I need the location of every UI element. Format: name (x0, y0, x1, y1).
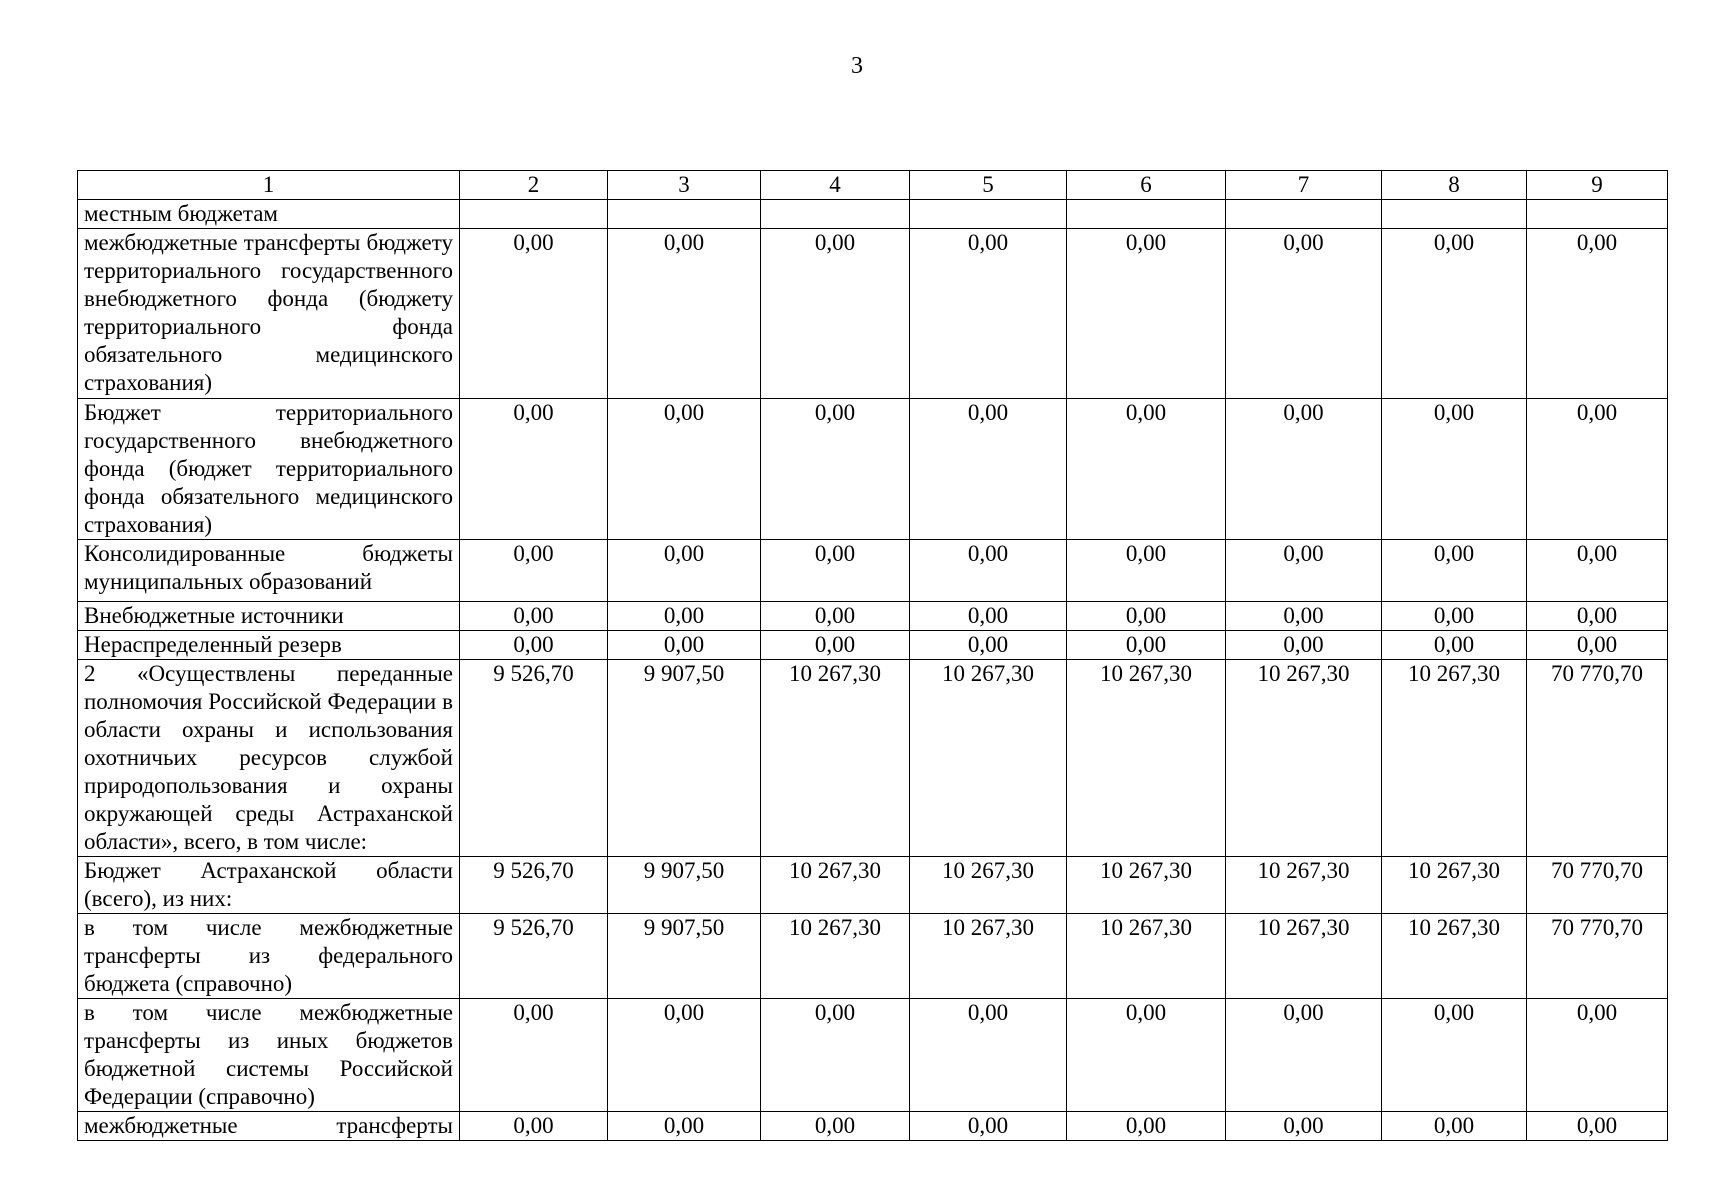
row-value: 10 267,30 (910, 660, 1067, 857)
row-value: 0,00 (1067, 602, 1226, 631)
row-value: 0,00 (1382, 1112, 1527, 1141)
column-header-3: 3 (608, 171, 761, 200)
row-value (1226, 200, 1382, 229)
row-value: 0,00 (910, 999, 1067, 1112)
row-value (1067, 200, 1226, 229)
row-label: 2 «Осуществлены переданные полномочия Российской Федерации в области охраны и использования охотничьих ресурсов службой природопользования и охраны окружающей среды Астраханской области», всего, в том числе: (78, 660, 460, 857)
row-value: 0,00 (910, 1112, 1067, 1141)
row-value: 0,00 (1527, 540, 1668, 602)
column-header-1: 1 (78, 171, 460, 200)
row-value: 0,00 (1382, 999, 1527, 1112)
budget-table-wrapper (77, 170, 1667, 1141)
row-value: 0,00 (1067, 399, 1226, 540)
row-value: 10 267,30 (1382, 660, 1527, 857)
row-value (1527, 200, 1668, 229)
row-value: 10 267,30 (910, 857, 1067, 914)
row-value: 0,00 (1067, 631, 1226, 660)
row-value: 0,00 (910, 540, 1067, 602)
row-value (910, 200, 1067, 229)
row-value: 70 770,70 (1527, 857, 1668, 914)
row-value: 0,00 (1226, 399, 1382, 540)
row-value: 0,00 (1382, 602, 1527, 631)
column-header-4: 4 (761, 171, 910, 200)
row-value: 0,00 (1527, 999, 1668, 1112)
row-value: 0,00 (1226, 1112, 1382, 1141)
row-value: 0,00 (1527, 602, 1668, 631)
row-value: 0,00 (1067, 999, 1226, 1112)
row-value: 0,00 (460, 631, 608, 660)
row-value: 0,00 (460, 1112, 608, 1141)
row-value: 0,00 (910, 631, 1067, 660)
row-value: 0,00 (608, 540, 761, 602)
row-value: 0,00 (761, 631, 910, 660)
table-row (78, 631, 1668, 660)
row-value: 10 267,30 (910, 914, 1067, 999)
row-value: 0,00 (910, 399, 1067, 540)
row-label: Внебюджетные источники (78, 602, 460, 631)
row-value (1382, 200, 1527, 229)
row-value: 0,00 (761, 399, 910, 540)
row-value: 9 907,50 (608, 857, 761, 914)
row-value: 9 526,70 (460, 914, 608, 999)
row-value: 10 267,30 (1067, 914, 1226, 999)
row-value: 0,00 (761, 1112, 910, 1141)
row-value: 0,00 (1527, 1112, 1668, 1141)
row-value: 0,00 (1382, 540, 1527, 602)
header-row (78, 171, 1668, 200)
row-value: 0,00 (460, 540, 608, 602)
row-label: межбюджетные трансферты бюджету территориального государственного внебюджетного фонда (бюджету территориального фонда обязательного медицинского страхования) (78, 229, 460, 399)
row-value: 0,00 (761, 602, 910, 631)
row-label: в том числе межбюджетные трансферты из федерального бюджета (справочно) (78, 914, 460, 999)
row-value: 0,00 (1226, 999, 1382, 1112)
row-value: 10 267,30 (1382, 914, 1527, 999)
row-value: 0,00 (460, 229, 608, 399)
row-value: 10 267,30 (761, 660, 910, 857)
row-label: Бюджет территориального государственного внебюджетного фонда (бюджет территориального фонда обязательного медицинского страхования) (78, 399, 460, 540)
table-row (78, 229, 1668, 399)
row-value: 0,00 (608, 602, 761, 631)
row-value: 0,00 (910, 229, 1067, 399)
row-value: 0,00 (608, 631, 761, 660)
row-value (608, 200, 761, 229)
row-value: 10 267,30 (761, 857, 910, 914)
row-value: 10 267,30 (1226, 914, 1382, 999)
column-header-9: 9 (1527, 171, 1668, 200)
column-header-7: 7 (1226, 171, 1382, 200)
table-body (78, 200, 1668, 1141)
row-value: 0,00 (761, 999, 910, 1112)
row-value: 0,00 (1067, 540, 1226, 602)
row-label: в том числе межбюджетные трансферты из иных бюджетов бюджетной системы Российской Федерации (справочно) (78, 999, 460, 1112)
row-value: 9 907,50 (608, 660, 761, 857)
row-value: 0,00 (1527, 229, 1668, 399)
row-value: 0,00 (1527, 631, 1668, 660)
table-row (78, 602, 1668, 631)
row-value: 0,00 (1226, 540, 1382, 602)
row-value (460, 200, 608, 229)
row-value: 0,00 (761, 229, 910, 399)
row-value: 0,00 (1382, 631, 1527, 660)
row-value: 70 770,70 (1527, 660, 1668, 857)
page-number: 3 (851, 53, 863, 79)
column-header-5: 5 (910, 171, 1067, 200)
row-label: межбюджетные трансферты (78, 1112, 460, 1141)
row-label: Консолидированные бюджеты муниципальных образований (78, 540, 460, 602)
table-row (78, 999, 1668, 1112)
budget-table (77, 170, 1668, 1141)
row-value: 0,00 (460, 399, 608, 540)
row-value: 0,00 (910, 602, 1067, 631)
row-value: 0,00 (608, 1112, 761, 1141)
row-value: 9 526,70 (460, 857, 608, 914)
table-row (78, 399, 1668, 540)
row-value: 0,00 (460, 602, 608, 631)
table-row (78, 540, 1668, 602)
row-value: 10 267,30 (1226, 857, 1382, 914)
table-row (78, 660, 1668, 857)
row-value: 10 267,30 (761, 914, 910, 999)
row-value (761, 200, 910, 229)
row-value: 0,00 (1382, 399, 1527, 540)
row-value: 0,00 (1226, 631, 1382, 660)
table-row (78, 200, 1668, 229)
row-value: 0,00 (1226, 602, 1382, 631)
row-label: местным бюджетам (78, 200, 460, 229)
column-header-8: 8 (1382, 171, 1527, 200)
row-value: 0,00 (608, 399, 761, 540)
row-value: 0,00 (1067, 229, 1226, 399)
row-value: 0,00 (1067, 1112, 1226, 1141)
row-value: 10 267,30 (1226, 660, 1382, 857)
row-value: 10 267,30 (1067, 660, 1226, 857)
row-value: 10 267,30 (1382, 857, 1527, 914)
row-value: 0,00 (1527, 399, 1668, 540)
row-value: 0,00 (1226, 229, 1382, 399)
table-row (78, 1112, 1668, 1141)
row-value: 0,00 (460, 999, 608, 1112)
row-label: Нераспределенный резерв (78, 631, 460, 660)
row-value: 0,00 (608, 229, 761, 399)
table-row (78, 857, 1668, 914)
row-value: 10 267,30 (1067, 857, 1226, 914)
column-header-6: 6 (1067, 171, 1226, 200)
column-header-2: 2 (460, 171, 608, 200)
table-row (78, 914, 1668, 999)
row-value: 9 526,70 (460, 660, 608, 857)
row-value: 70 770,70 (1527, 914, 1668, 999)
row-value: 0,00 (1382, 229, 1527, 399)
row-value: 0,00 (608, 999, 761, 1112)
row-label: Бюджет Астраханской области (всего), из них: (78, 857, 460, 914)
row-value: 0,00 (761, 540, 910, 602)
row-value: 9 907,50 (608, 914, 761, 999)
